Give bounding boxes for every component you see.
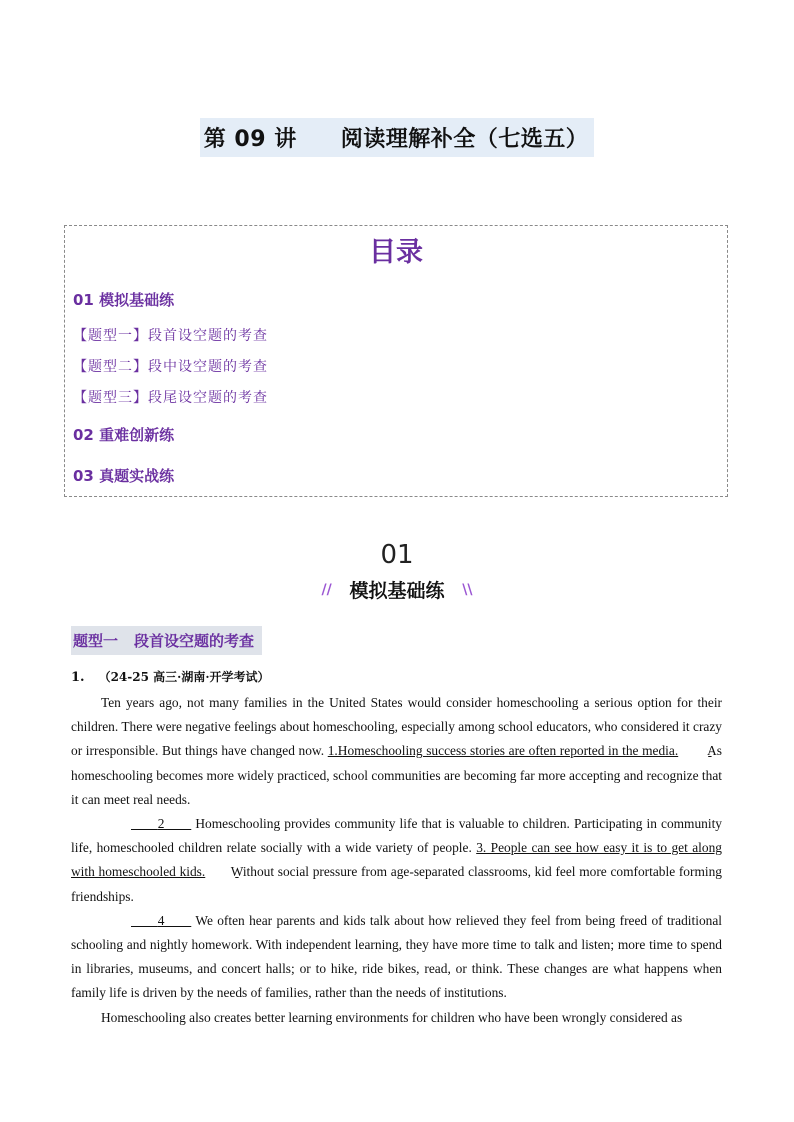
paragraph-1 <box>71 691 722 812</box>
blank-2[interactable] <box>101 812 191 836</box>
paragraph-3 <box>71 909 722 1006</box>
blank-trail-1 <box>678 739 704 763</box>
table-of-contents <box>64 225 728 497</box>
p2-text-a: Homeschooling provides community life that is valuable to children. Participating in community life, homeschooled children relate socially with a wide variety of people. <box>71 816 722 856</box>
toc-subitem-type3[interactable]: 【题型三】段尾设空题的考查 <box>73 390 268 406</box>
lecture-number: 第 09 讲 <box>203 127 297 152</box>
toc-subitem-type2[interactable]: 【题型二】段中设空题的考查 <box>73 359 268 375</box>
toc-section-01[interactable]: 01 模拟基础练 <box>73 291 175 309</box>
question-number: 1. <box>71 670 85 685</box>
section-title-text: 模拟基础练 <box>349 580 445 602</box>
slash-left-decoration: // <box>321 582 332 598</box>
paragraph-2 <box>71 812 722 909</box>
answer-3-underlined: 3. People can see how easy it is to get along with homeschooled kids. <box>71 840 722 880</box>
toc-section-03[interactable]: 03 真题实战练 <box>73 467 175 485</box>
slash-right-decoration: \\ <box>462 582 473 598</box>
paragraph-4 <box>71 1006 722 1030</box>
section-title <box>321 576 473 603</box>
toc-subitem-type1[interactable]: 【题型一】段首设空题的考查 <box>73 328 268 344</box>
blank-4[interactable] <box>101 909 191 933</box>
p3-text-a: We often hear parents and kids talk about how relieved they feel from being freed of traditional schooling and nightly homework. With independent learning, they have more time to talk and listen; more time to spend in libraries, museums, and concert halls; or to hike, ride bikes, read, or think. These changes are what happens when family life is driven by the needs of families, rather than the needs of institutions. <box>71 912 722 1001</box>
section-number-text: 01 <box>380 540 414 570</box>
blank-trail-3 <box>205 860 227 884</box>
section-title-wrap <box>0 576 794 603</box>
type-heading <box>71 626 262 655</box>
reading-passage <box>71 691 722 1030</box>
page-title <box>200 118 594 157</box>
toc-heading: 目录 <box>369 237 423 268</box>
page-title-wrap <box>0 118 794 157</box>
type-heading-desc: 段首设空题的考查 <box>134 632 255 650</box>
p2-text-b: Without social pressure from age-separated classrooms, kid feel more comfortable forming friendships. <box>71 864 722 904</box>
p1-text-a: Ten years ago, not many families in the United States would consider homeschooling a serious option for their children. There were negative feelings about homeschooling, especially among school educators, who considered it crazy or irresponsible. But things have changed now. <box>71 695 722 759</box>
section-number-wrap <box>0 540 794 570</box>
answer-1-underlined: 1.Homeschooling success stories are often reported in the media. <box>327 743 679 759</box>
question-source: （24-25 高三·湖南·开学考试） <box>98 670 270 684</box>
blank-4-number: 4 <box>157 912 165 928</box>
p1-text-b: As homeschooling becomes more widely practiced, school communities are becoming far more accepting and recognize that it can meet real needs. <box>71 743 722 807</box>
blank-2-number: 2 <box>157 816 165 832</box>
toc-section-02[interactable]: 02 重难创新练 <box>73 426 175 444</box>
lecture-topic: 阅读理解补全（七选五） <box>340 127 589 152</box>
question-header <box>71 668 270 685</box>
section-number <box>380 540 413 570</box>
p4-text-a: Homeschooling also creates better learning environments for children who have been wrongly considered as <box>101 1009 683 1025</box>
type-heading-label: 题型一 <box>73 632 119 650</box>
